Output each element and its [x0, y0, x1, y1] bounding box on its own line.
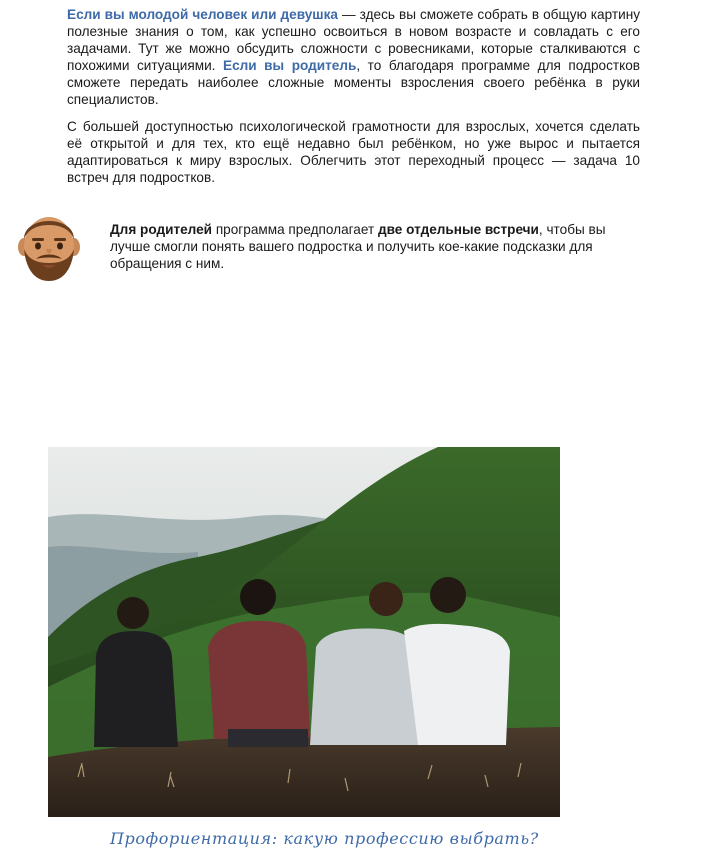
- parents-note-bold-1: Для родителей: [110, 222, 213, 237]
- intro-paragraph-1: [67, 6, 640, 108]
- young-people-highlight: Если вы молодой человек или девушка: [67, 7, 338, 22]
- section-caption: Профориентация: какую профессию выбрать?: [110, 829, 539, 848]
- parents-note: [110, 221, 640, 272]
- parent-highlight: Если вы родитель: [223, 58, 357, 73]
- parents-note-text-2: , чтобы вы лучше смогли понять вашего подростка и получить кое-какие подсказки для обращения с ним.: [110, 222, 606, 271]
- intro-paragraph-2: С большей доступностью психологической грамотности для взрослых, хочется сделать её открытой и для тех, кто ещё недавно был ребёнком, но уже вырос и пытается адаптироваться к миру взрослых. Облегчить этот переходный процесс — задача 10 встреч для подростков.: [67, 119, 640, 185]
- mountain-friends-photo: [48, 447, 560, 817]
- intro-paragraph-1-text-a: — здесь вы сможете собрать в общую картину полезные знания о том, как успешно освоиться в новом возрасте и совладать с его задачами. Тут же можно обсудить сложности с ровесниками, которые сталкиваются с похожими ситуациями.: [67, 7, 640, 73]
- bearded-man-emoji-icon: [16, 209, 82, 285]
- parents-note-text-1: программа предполагает: [212, 222, 378, 237]
- parents-note-bold-2: две отдельные встречи: [377, 222, 539, 237]
- intro-paragraph-1-text-b: , то благодаря программе для подростков сможете передать наиболее сложные моменты взросления своего ребёнка в руки специалистов.: [67, 58, 640, 107]
